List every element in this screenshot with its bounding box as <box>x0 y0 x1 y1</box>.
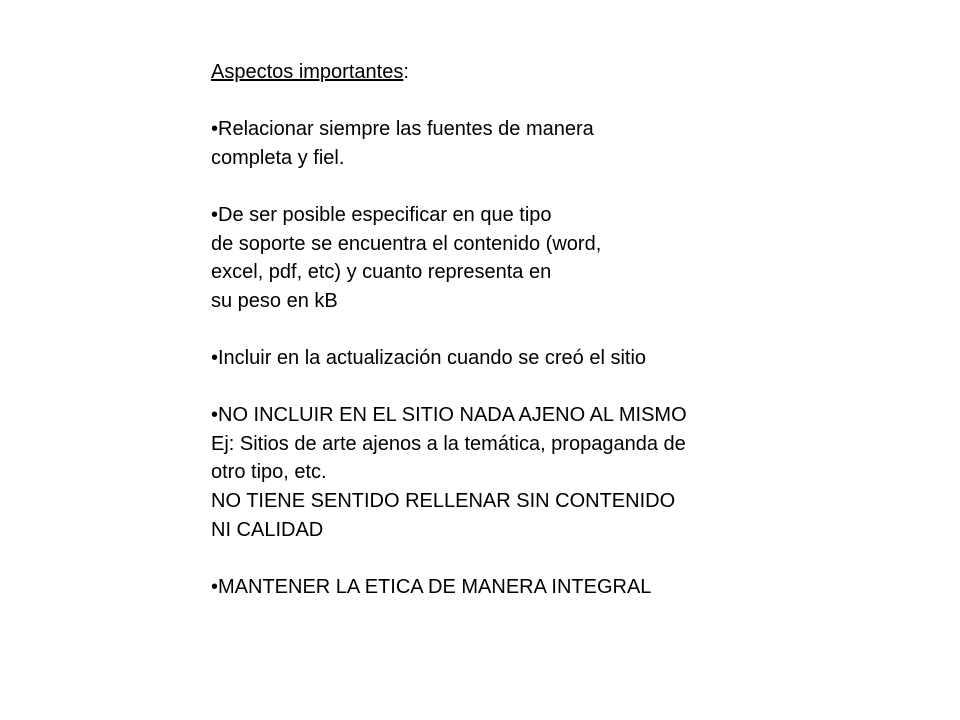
spacer <box>211 373 911 402</box>
bullet-item-update <box>211 344 911 373</box>
bullet-line: •NO INCLUIR EN EL SITIO NADA AJENO AL MISMO <box>211 404 687 427</box>
bullet-line: NO TIENE SENTIDO RELLENAR SIN CONTENIDO <box>211 489 676 512</box>
heading-colon: : <box>403 61 409 83</box>
bullet-item-format <box>211 201 911 315</box>
spacer <box>211 315 911 344</box>
slide-heading <box>211 58 911 87</box>
bullet-line: •MANTENER LA ETICA DE MANERA INTEGRAL <box>211 575 652 598</box>
spacer <box>211 87 911 116</box>
bullet-line: completa y fiel. <box>211 146 345 169</box>
bullet-line: •Relacionar siempre las fuentes de manera <box>211 118 594 141</box>
spacer <box>211 544 911 573</box>
bullet-item-no-unrelated <box>211 401 911 544</box>
bullet-item-ethics <box>211 573 911 602</box>
bullet-line: NI CALIDAD <box>211 518 324 541</box>
bullet-line: •Incluir en la actualización cuando se creó el sitio <box>211 346 647 369</box>
bullet-item-sources <box>211 115 911 172</box>
bullet-line: excel, pdf, etc) y cuanto representa en <box>211 261 552 284</box>
spacer <box>211 172 911 201</box>
bullet-line: su peso en kB <box>211 289 338 312</box>
bullet-line: Ej: Sitios de arte ajenos a la temática, propaganda de <box>211 432 686 455</box>
bullet-line: otro tipo, etc. <box>211 461 327 484</box>
heading-text: Aspectos importantes <box>211 61 404 83</box>
bullet-line: de soporte se encuentra el contenido (word, <box>211 232 602 255</box>
slide-content <box>211 58 911 601</box>
bullet-line: •De ser posible especificar en que tipo <box>211 203 552 226</box>
